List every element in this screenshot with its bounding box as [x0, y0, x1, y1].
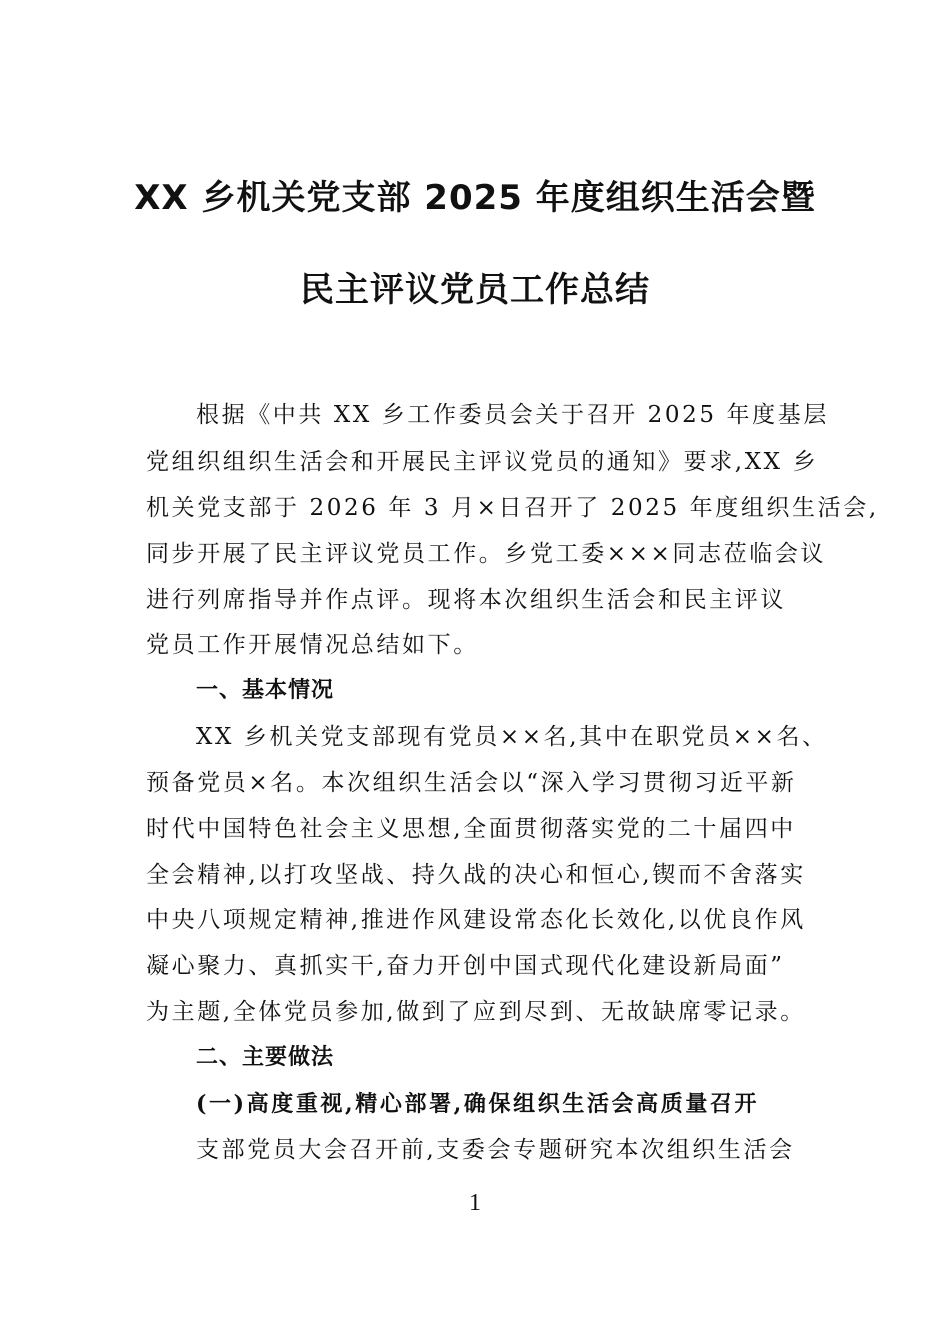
section1-line: 时代中国特色社会主义思想,全面贯彻落实党的二十届四中	[146, 816, 796, 842]
intro-line: 同步开展了民主评议党员工作。乡党工委×××同志莅临会议	[146, 541, 827, 567]
section1-line: 为主题,全体党员参加,做到了应到尽到、无故缺席零记录。	[146, 999, 806, 1025]
intro-line: 根据《中共 XX 乡工作委员会关于召开 2025 年度基层	[196, 402, 829, 428]
subsection-heading: (一)高度重视,精心部署,确保组织生活会高质量召开	[196, 1091, 760, 1117]
document-title-line-1: XX 乡机关党支部 2025 年度组织生活会暨	[134, 178, 816, 218]
intro-line: 机关党支部于 2026 年 3 月×日召开了 2025 年度组织生活会,	[146, 495, 879, 521]
section-heading-basic-info: 一、基本情况	[196, 678, 335, 703]
document-title-line-2: 民主评议党员工作总结	[300, 270, 650, 310]
section1-line: 全会精神,以打攻坚战、持久战的决心和恒心,锲而不舍落实	[146, 862, 806, 888]
section1-line: 中央八项规定精神,推进作风建设常态化长效化,以优良作风	[146, 907, 806, 933]
section-heading-main-practices: 二、主要做法	[196, 1045, 335, 1070]
section1-line: 凝心聚力、真抓实干,奋力开创中国式现代化建设新局面”	[146, 953, 785, 979]
intro-line: 党组织组织生活会和开展民主评议党员的通知》要求,XX 乡	[146, 449, 819, 475]
intro-line: 进行列席指导并作点评。现将本次组织生活会和民主评议	[146, 587, 786, 613]
section1-line: XX 乡机关党支部现有党员××名,其中在职党员××名、	[196, 724, 828, 750]
intro-line: 党员工作开展情况总结如下。	[146, 632, 479, 658]
section2-line: 支部党员大会召开前,支委会专题研究本次组织生活会	[196, 1137, 795, 1163]
page-number: 1	[469, 1190, 481, 1216]
section1-line: 预备党员×名。本次组织生活会以“深入学习贯彻习近平新	[146, 770, 797, 796]
